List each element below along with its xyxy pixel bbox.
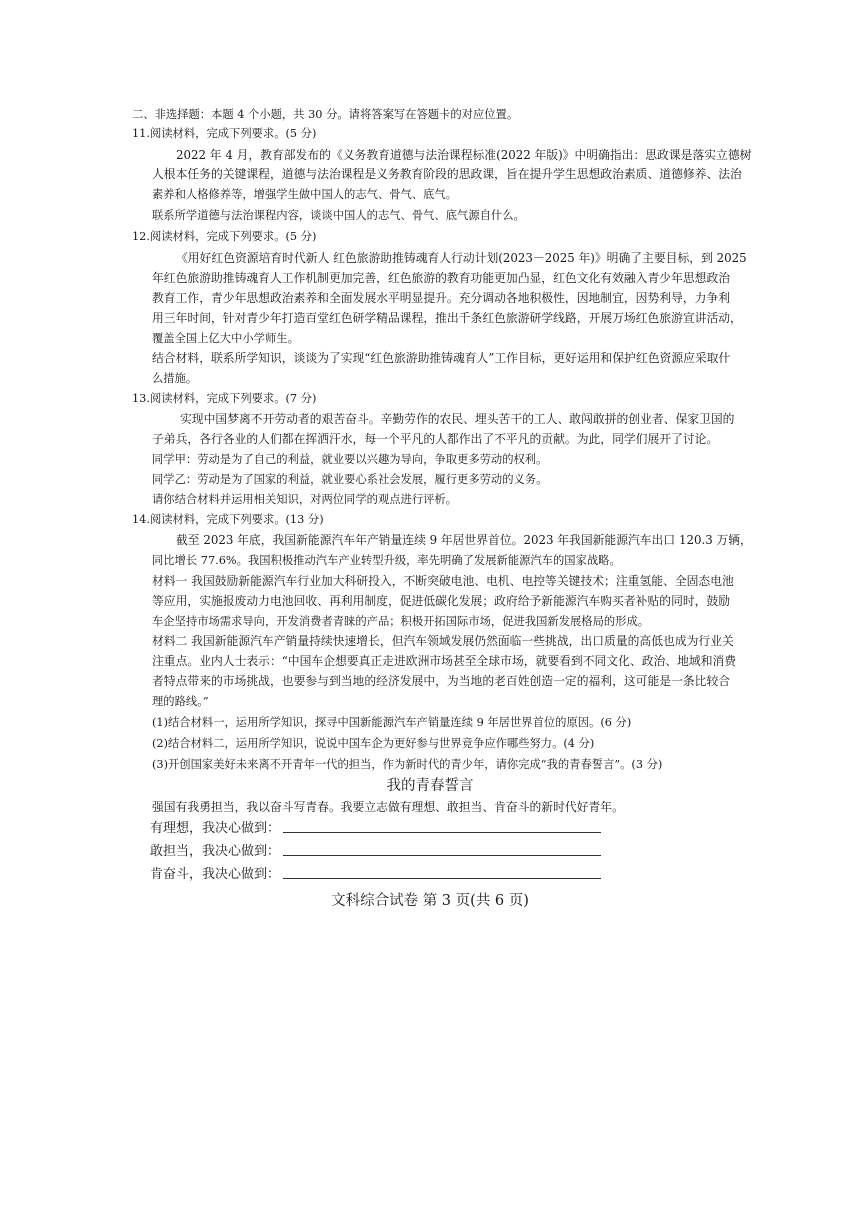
pledge-label-striving: 肯奋斗，我决心做到： <box>150 867 281 882</box>
q14-subquestion-2: (2)结合材料二，运用所学知识，说说中国车企为更好参与世界竞争应作哪些努力。(4 分) <box>152 737 595 750</box>
q12-material-line: 覆盖全国上亿大中小学师生。 <box>152 332 299 345</box>
q11-heading: 11.阅读材料，完成下列要求。(5 分) <box>132 127 317 140</box>
q13-student-b: 同学乙：劳动是为了国家的利益，就业要心系社会发展，履行更多劳动的义务。 <box>152 473 548 486</box>
q12-material-line: 年红色旅游助推铸魂育人工作机制更加完善，红色旅游的教育功能更加凸显，红色文化有效融入青少年思想政治 <box>152 271 731 285</box>
q11-material-line: 人根本任务的关键课程，道德与法治课程是义务教育阶段的思政课，旨在提升学生思想政治素质、道德修养、法治 <box>152 167 742 181</box>
q11-task: 联系所学道德与法治课程内容，谈谈中国人的志气、骨气、底气源自什么。 <box>152 209 525 222</box>
q14-material2-line: 材料二 我国新能源汽车产销量持续快速增长，但汽车领域发展仍然面临一些挑战，出口质量的高低也成为行业关 <box>152 634 734 648</box>
q14-intro-line: 截至 2023 年底，我国新能源汽车年产销量连续 9 年居世界首位。2023 年我国新能源汽车出口 120.3 万辆， <box>176 533 752 547</box>
pledge-label-responsibility: 敢担当，我决心做到： <box>150 844 281 859</box>
q12-material-line: 用三年时间，针对青少年打造百堂红色研学精品课程，推出千条红色旅游研学线路，开展万场红色旅游宣讲活动， <box>152 311 742 325</box>
pledge-answer-line[interactable] <box>283 878 601 879</box>
q11-material-line: 素养和人格修养等，增强学生做中国人的志气、骨气、底气。 <box>152 188 458 201</box>
q14-subquestion-3: (3)开创国家美好未来离不开青年一代的担当，作为新时代的青少年，请你完成“我的青春誓言”。(3 分) <box>152 758 663 771</box>
q14-heading: 14.阅读材料，完成下列要求。(13 分) <box>132 513 324 526</box>
q11-material-line: 2022 年 4 月，教育部发布的《义务教育道德与法治课程标准(2022 年版)》中明确指出：思政课是落实立德树 <box>176 148 752 162</box>
q13-heading: 13.阅读材料，完成下列要求。(7 分) <box>132 392 317 405</box>
q14-material2-line: 者特点带来的市场挑战，也要参与到当地的经济发展中，为当地的老百姓创造一定的福利，这可能是一条比较合 <box>152 674 731 688</box>
q14-subquestion-1: (1)结合材料一，运用所学知识，探寻中国新能源汽车产销量连续 9 年居世界首位的原因。(6 分) <box>152 716 632 729</box>
q12-task-line: 结合材料，联系所学知识，谈谈为了实现“红色旅游助推铸魂育人”工作目标，更好运用和保护红色资源应采取什 <box>152 351 731 365</box>
q13-material-line: 子弟兵，各行各业的人们都在挥洒汗水，每一个平凡的人都作出了不平凡的贡献。为此，同学们展开了讨论。 <box>152 432 719 446</box>
pledge-intro: 强国有我勇担当，我以奋斗写青春。我要立志做有理想、敢担当、肯奋斗的新时代好青年。 <box>152 800 624 814</box>
q12-material-line: 教育工作，青少年思想政治素养和全面发展水平明显提升。充分调动各地积极性，因地制宜，因势利导，力争利 <box>152 291 731 305</box>
q13-student-a: 同学甲：劳动是为了自己的利益，就业要以兴趣为导向，争取更多劳动的权利。 <box>152 453 548 466</box>
section-header: 二、非选择题：本题 4 个小题，共 30 分。请将答案写在答题卡的对应位置。 <box>132 108 519 121</box>
q14-material2-line: 理的路线。” <box>152 695 209 708</box>
q12-material-line: 《用好红色资源培育时代新人 红色旅游助推铸魂育人行动计划(2023－2025 年)》明确了主要目标，到 2025 <box>176 251 747 265</box>
q13-task: 请你结合材料并运用相关知识，对两位同学的观点进行评析。 <box>152 493 458 506</box>
pledge-answer-line[interactable] <box>283 832 601 833</box>
q14-intro-line: 同比增长 77.6%。我国积极推动汽车产业转型升级，率先明确了发展新能源汽车的国家战略。 <box>152 554 621 567</box>
q13-material-line: 实现中国梦离不开劳动者的艰苦奋斗。辛勤劳作的农民、埋头苦干的工人、敢闯敢拼的创业者、保家卫国的 <box>180 412 735 426</box>
q12-task-line: 么措施。 <box>152 372 198 385</box>
pledge-answer-line[interactable] <box>283 855 601 856</box>
q14-material2-line: 注重点。业内人士表示：“中国车企想要真正走进欧洲市场甚至全球市场，就要看到不同文化、政治、地域和消费 <box>152 654 737 668</box>
q14-material1-line: 材料一 我国鼓励新能源汽车行业加大科研投入，不断突破电池、电机、电控等关键技术；注重氢能、全固态电池 <box>152 574 734 588</box>
pledge-label-ideal: 有理想，我决心做到： <box>150 821 281 836</box>
q14-material1-line: 车企坚持市场需求导向，开发消费者青睐的产品；积极开拓国际市场，促进我国新发展格局的形成。 <box>152 615 650 628</box>
page-footer: 文科综合试卷 第 3 页(共 6 页) <box>331 893 529 909</box>
q14-material1-line: 等应用，实施报废动力电池回收、再利用制度，促进低碳化发展；政府给予新能源汽车购买者补贴的同时，鼓励 <box>152 594 731 608</box>
pledge-title: 我的青春誓言 <box>386 778 474 794</box>
q12-heading: 12.阅读材料，完成下列要求。(5 分) <box>132 230 317 243</box>
